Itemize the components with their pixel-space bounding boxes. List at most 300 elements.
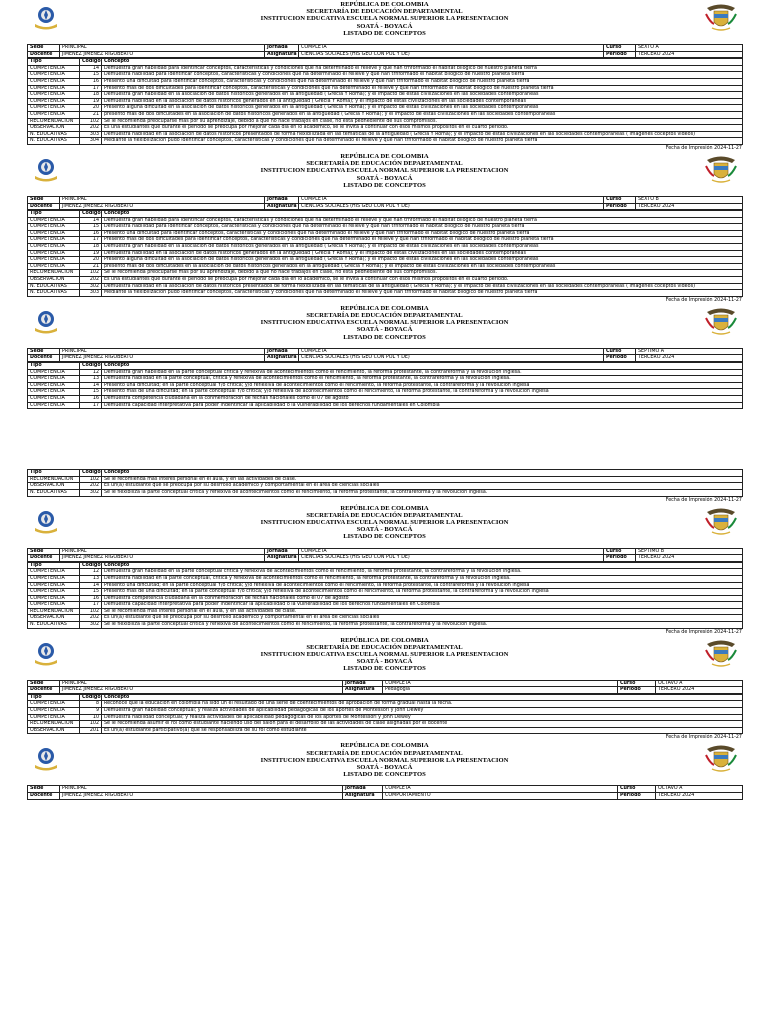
curso-value: SEXTO A: [636, 45, 743, 52]
row-codigo: 18: [80, 244, 102, 251]
row-codigo: 10: [80, 714, 102, 721]
header-line2: SECRETARÍA DE EDUCACIÓN DEPARTAMENTAL: [306, 8, 463, 16]
row-concepto: Demuestra habilidad en la asociacion de datos históricos generados en la antiguedad ( Grecia Y Roma); y el impacto de estas civilizaciones en las sociedades contemporáneas: [102, 98, 743, 105]
curso-label: Curso: [618, 680, 656, 687]
table-row: [28, 224, 743, 231]
asignatura-label: Asignatura: [265, 51, 299, 58]
row-concepto: Se le recomienda mas interes personal en el aula, y en las actividades de clase.: [102, 608, 743, 615]
row-tipo: N. EDUCATIVAS: [28, 622, 80, 629]
table-row: [28, 237, 743, 244]
periodo-label: Periodo: [618, 793, 656, 800]
codigo-header: Código: [80, 211, 102, 218]
asignatura-label: Asignatura: [343, 793, 383, 800]
row-tipo: N. EDUCATIVAS: [28, 489, 80, 496]
header-titles: [27, 741, 742, 778]
row-concepto: Demuestra habilidad en la parte conceptual, critica y reflexiva de acontecimientos como el rencimiento, la reforma protestante, la contrareforma y la revolución inglesa.: [102, 575, 743, 582]
asignatura-value: CIENCIAS SOCIALES (HIS GEO CON POL Y DE): [299, 555, 604, 562]
header-line2: SECRETARÍA DE EDUCACIÓN DEPARTAMENTAL: [306, 160, 463, 168]
concepts-table: [27, 694, 743, 735]
row-concepto: Demuestra gran habilidad en la parte conceptual critica y reflexiva de acontecimientos como el rencimiento, la reforma protestante, la contrareforma y la revolución inglesa.: [102, 569, 743, 576]
row-concepto: Presento mas de una dificultad; en la parte conceptual Y/o critica; y/o reflexiva de acontecimientos como el rencimiento, la reforma protestante, la contrareforma y la revolución inglesa: [102, 589, 743, 596]
row-tipo: N. EDUCATIVAS: [28, 138, 80, 145]
row-tipo: COMPETENCIA: [28, 708, 80, 715]
row-tipo: OBSERVACION: [28, 615, 80, 622]
sede-value: PRINCIPAL: [60, 548, 265, 555]
asignatura-value: COMPORTAMIENTO: [383, 793, 618, 800]
jornada-label: Jornada: [265, 196, 299, 203]
row-codigo: 302: [80, 489, 102, 496]
school-crest-icon: [31, 743, 61, 773]
curso-value: OCTAVO A: [656, 786, 743, 793]
concepts-header-row: [28, 562, 743, 569]
sede-value: PRINCIPAL: [60, 786, 343, 793]
table-row: [28, 118, 743, 125]
asignatura-label: Asignatura: [265, 555, 299, 562]
row-tipo: COMPETENCIA: [28, 92, 80, 99]
header-line5: LISTADO DE CONCEPTOS: [343, 29, 426, 37]
row-tipo: COMPETENCIA: [28, 217, 80, 224]
row-concepto: Presento mas de una dificultad; en la parte conceptual Y/o critica; y/o reflexiva de acontecimientos como el rencimiento, la reforma protestante, la contrareforma y la revolución inglesa: [102, 389, 743, 396]
sede-value: PRINCIPAL: [60, 45, 265, 52]
row-tipo: N. EDUCATIVAS: [28, 290, 80, 297]
row-codigo: 16: [80, 595, 102, 602]
concepts-header-row: [28, 211, 743, 218]
table-row: [28, 277, 743, 284]
row-codigo: 14: [80, 217, 102, 224]
table-row: [28, 595, 743, 602]
periodo-value: TERCERO 2024: [636, 203, 743, 210]
table-row: [28, 283, 743, 290]
row-concepto: Es una estudiantes que durante el periodo se preocupa por mejorar cada dia en lo academico, se le invita a continuar con esos mismos propósitos en el cuarto periodo.: [102, 125, 743, 132]
header-titles: [27, 304, 742, 341]
header-line2: SECRETARÍA DE EDUCACIÓN DEPARTAMENTAL: [306, 643, 463, 651]
report-header: [27, 741, 742, 785]
row-concepto: Demuestra habilidad en la asociacion de datos históricos presentados de forma flexibilizada en las tematicas de la antiguedad ( Grecia Y Roma); y el impacto de estas civilizaciones en las sociedades contemporáneas ( imagenes coceptos videos): [102, 283, 743, 290]
header-line4: SOATÁ - BOYACÁ: [356, 22, 413, 30]
docente-value: JIMENEZ JIMENEZ RIGOBERTO: [60, 203, 265, 210]
concepts-table: [27, 562, 743, 629]
row-tipo: COMPETENCIA: [28, 382, 80, 389]
school-crest-icon: [31, 506, 61, 536]
header-line1: REPÚBLICA DE COLOMBIA: [340, 742, 429, 750]
row-tipo: COMPETENCIA: [28, 85, 80, 92]
asignatura-value: CIENCIAS SOCIALES (HIS GEO CON POL Y DE): [299, 51, 604, 58]
periodo-label: Periodo: [604, 203, 636, 210]
row-codigo: 16: [80, 78, 102, 85]
header-line5: LISTADO DE CONCEPTOS: [343, 533, 426, 541]
asignatura-label: Asignatura: [265, 203, 299, 210]
table-row: [28, 708, 743, 715]
row-tipo: COMPETENCIA: [28, 389, 80, 396]
row-tipo: COMPETENCIA: [28, 257, 80, 264]
document-page: [27, 0, 742, 800]
info-table: [27, 44, 743, 58]
row-tipo: COMPETENCIA: [28, 575, 80, 582]
header-line4: SOATÁ - BOYACÁ: [356, 658, 413, 666]
docente-label: Docente: [28, 355, 60, 362]
row-tipo: RECOMENDACION: [28, 270, 80, 277]
row-tipo: COMPETENCIA: [28, 237, 80, 244]
row-concepto: presento mas de dos dificultades en la asociacion de datos históricos generados en la antiguedad ( Grecia Y Roma); y el impacto de estas civilizaciones en las sociedades contemporáneas: [102, 263, 743, 270]
row-concepto: Demuestra gran habilidad en la asociacion de datos históricos generados en la antiguedad ( Grecia Y Roma); y el impacto de estas civilizaciones en las sociedades contemporáneas: [102, 244, 743, 251]
jornada-value: COMPLETA: [299, 548, 604, 555]
curso-value: SEPTIMO B: [636, 548, 743, 555]
info-table: [27, 680, 743, 694]
curso-label: Curso: [604, 348, 636, 355]
table-row: [28, 230, 743, 237]
header-titles: [27, 0, 742, 37]
table-row: [28, 602, 743, 609]
table-row: [28, 615, 743, 622]
school-crest-icon: [31, 2, 61, 32]
row-concepto: Demuestra habilidad conceptual; y realiza actividades de aplicabilidad pedagógicas de los aportes de Montessori y John Dewey: [102, 714, 743, 721]
docente-label: Docente: [28, 203, 60, 210]
report-header: [27, 504, 742, 548]
sede-value: PRINCIPAL: [60, 348, 265, 355]
page-break-gap: [27, 409, 742, 469]
row-codigo: 20: [80, 105, 102, 112]
row-tipo: RECOMENDACION: [28, 476, 80, 483]
table-row: [28, 622, 743, 629]
table-row: [28, 721, 743, 728]
row-concepto: Demuestra gran habilidad en la parte conceptual critica y reflexiva de acontecimientos como el rencimiento, la reforma protestante, la contrareforma y la revolución inglesa.: [102, 369, 743, 376]
row-concepto: Presento alguna dificultad en la asociacion de datos históricos generados en la antiguedad ( Grecia Y Roma); y el impacto de estas civilizaciones en las sociedades contemporáneas: [102, 257, 743, 264]
header-line4: SOATÁ - BOYACÁ: [356, 526, 413, 534]
row-concepto: Reconoce que la educacion en colombia ha sido un el resultado de una serie de coentecimientos de aprobacion de forma gradual hasta la fecha.: [102, 701, 743, 708]
row-codigo: 202: [80, 483, 102, 490]
row-concepto: Se le recomienda mas interes personal en el aula, y en las actividades de clase.: [102, 476, 743, 483]
row-codigo: 202: [80, 125, 102, 132]
row-tipo: COMPETENCIA: [28, 263, 80, 270]
docente-value: JIMENEZ JIMENEZ RIGOBERTO: [60, 555, 265, 562]
table-row: [28, 72, 743, 79]
row-codigo: 17: [80, 602, 102, 609]
row-tipo: COMPETENCIA: [28, 595, 80, 602]
docente-label: Docente: [28, 51, 60, 58]
row-codigo: 20: [80, 257, 102, 264]
row-codigo: 14: [80, 582, 102, 589]
row-tipo: N. EDUCATIVAS: [28, 131, 80, 138]
table-row: [28, 382, 743, 389]
tipo-header: Tipo: [28, 211, 80, 218]
row-codigo: 18: [80, 92, 102, 99]
report-header: [27, 636, 742, 680]
row-tipo: COMPETENCIA: [28, 589, 80, 596]
row-concepto: Se le recomienda preocuparse mas por su aprendizaje, debido a que no hace trabajos en clase, no esta pednediente de sus compromisos.: [102, 270, 743, 277]
concepts-header-row: [28, 694, 743, 701]
row-codigo: 15: [80, 224, 102, 231]
concepto-header: Concepto: [102, 211, 743, 218]
header-line5: LISTADO DE CONCEPTOS: [343, 333, 426, 341]
print-date: Fecha de Impresión 2024-11-27: [665, 735, 742, 741]
row-codigo: 201: [80, 727, 102, 734]
row-concepto: Se le flexibiliza la parte conceptual critica y reflexiva de acontecimientos como el rencimiento, la reforma protestante, la contrareforma y la revolución inglesa.: [102, 489, 743, 496]
row-concepto: Se le flexibiliza la parte conceptual critica y reflexiva de acontecimientos como el rencimiento, la reforma protestante, la contrareforma y la revolución inglesa.: [102, 622, 743, 629]
codigo-header: Código: [80, 470, 102, 477]
jornada-value: COMPLETA: [299, 45, 604, 52]
header-line2: SECRETARÍA DE EDUCACIÓN DEPARTAMENTAL: [306, 312, 463, 320]
row-tipo: COMPETENCIA: [28, 230, 80, 237]
jornada-value: COMPLETA: [383, 786, 618, 793]
concepto-header: Concepto: [102, 363, 743, 370]
table-row: [28, 98, 743, 105]
report-header: [27, 0, 742, 44]
header-titles: [27, 504, 742, 541]
table-row: [28, 125, 743, 132]
row-tipo: COMPETENCIA: [28, 224, 80, 231]
row-tipo: COMPETENCIA: [28, 65, 80, 72]
row-codigo: 14: [80, 65, 102, 72]
header-line5: LISTADO DE CONCEPTOS: [343, 665, 426, 673]
jornada-label: Jornada: [265, 45, 299, 52]
sede-label: Sede: [28, 786, 60, 793]
colombia-coat-of-arms-icon: [704, 743, 738, 775]
row-codigo: 17: [80, 402, 102, 409]
docente-label: Docente: [28, 555, 60, 562]
row-codigo: 21: [80, 263, 102, 270]
asignatura-value: Pedagogia: [383, 687, 618, 694]
docente-value: JIMENEZ JIMENEZ RIGOBERTO: [60, 51, 265, 58]
header-titles: [27, 152, 742, 189]
header-line3: INSTITUCION EDUCATIVA ESCUELA NORMAL SUPERIOR LA PRESENTACION: [260, 167, 509, 175]
asignatura-value: CIENCIAS SOCIALES (HIS GEO CON POL Y DE): [299, 203, 604, 210]
sede-label: Sede: [28, 348, 60, 355]
header-line4: SOATÁ - BOYACÁ: [356, 326, 413, 334]
colombia-coat-of-arms-icon: [704, 154, 738, 186]
row-codigo: 302: [80, 283, 102, 290]
row-codigo: 16: [80, 395, 102, 402]
table-row: [28, 138, 743, 145]
header-line3: INSTITUCION EDUCATIVA ESCUELA NORMAL SUPERIOR LA PRESENTACION: [260, 756, 509, 764]
row-tipo: COMPETENCIA: [28, 402, 80, 409]
row-concepto: Demuestra habilidad en la parte conceptual, critica y reflexiva de acontecimientos como el rencimiento, la reforma protestante, la contrareforma y la revolución inglesa.: [102, 376, 743, 383]
table-row: [28, 389, 743, 396]
row-tipo: OBSERVACION: [28, 277, 80, 284]
row-codigo: 9: [80, 708, 102, 715]
row-concepto: Demuestra gran habilidad conceptual; y realiza actividades de aplicabilidad pedagógicas de los aportes de Montessori y John Dewey: [102, 708, 743, 715]
row-codigo: 302: [80, 622, 102, 629]
asignatura-label: Asignatura: [343, 687, 383, 694]
header-line3: INSTITUCION EDUCATIVA ESCUELA NORMAL SUPERIOR LA PRESENTACION: [260, 518, 509, 526]
tipo-header: Tipo: [28, 470, 80, 477]
docente-value: JIMENEZ JIMENEZ RIGOBERTO: [60, 687, 343, 694]
row-tipo: OBSERVACION: [28, 483, 80, 490]
concepts-table: [27, 362, 743, 409]
table-row: [28, 608, 743, 615]
header-line3: INSTITUCION EDUCATIVA ESCUELA NORMAL SUPERIOR LA PRESENTACION: [260, 15, 509, 23]
tipo-header: Tipo: [28, 694, 80, 701]
header-line3: INSTITUCION EDUCATIVA ESCUELA NORMAL SUPERIOR LA PRESENTACION: [260, 651, 509, 659]
jornada-value: COMPLETA: [299, 348, 604, 355]
row-concepto: Presento una dificultad para identificar conceptos, características y condiciones que ha determinado el relieve y que han trnformado el habitat bilogico de nuestro planeta tierra: [102, 78, 743, 85]
table-row: [28, 569, 743, 576]
row-tipo: COMPETENCIA: [28, 701, 80, 708]
curso-label: Curso: [618, 786, 656, 793]
row-codigo: 15: [80, 72, 102, 79]
periodo-value: TERCERO 2024: [656, 793, 743, 800]
tipo-header: Tipo: [28, 59, 80, 66]
jornada-value: COMPLETA: [299, 196, 604, 203]
periodo-value: TERCERO 2024: [656, 687, 743, 694]
codigo-header: Código: [80, 694, 102, 701]
print-date: Fecha de Impresión 2024-11-27: [665, 145, 742, 151]
info-table: [27, 548, 743, 562]
row-codigo: 15: [80, 389, 102, 396]
table-row: [28, 489, 743, 496]
curso-label: Curso: [604, 548, 636, 555]
row-concepto: Es un(a) estudiante que se preocupa por su desrrollo académico y comportamental en el área de ciencias sociales: [102, 483, 743, 490]
header-line1: REPÚBLICA DE COLOMBIA: [340, 504, 429, 512]
school-crest-icon: [31, 638, 61, 668]
print-date: Fecha de Impresión 2024-11-27: [665, 497, 742, 503]
row-tipo: OBSERVACION: [28, 727, 80, 734]
row-codigo: 19: [80, 250, 102, 257]
table-row: [28, 85, 743, 92]
row-codigo: 102: [80, 270, 102, 277]
periodo-value: TERCERO 2024: [636, 51, 743, 58]
table-row: [28, 111, 743, 118]
row-concepto: Demuestra capacidad interpretativa para poder indentificar la aplicabilidad o la vulnerabilidad de los derechos fundamentales en Colombia: [102, 402, 743, 409]
school-crest-icon: [31, 306, 61, 336]
row-concepto: Demuestra capacidad interpretativa para poder indentificar la aplicabilidad o la vulnerabilidad de los derechos fundamentales en Colombia: [102, 602, 743, 609]
header-line1: REPÚBLICA DE COLOMBIA: [340, 636, 429, 644]
concepts-header-row: [28, 59, 743, 66]
curso-value: SEXTO B: [636, 196, 743, 203]
periodo-label: Periodo: [604, 355, 636, 362]
row-codigo: 303: [80, 290, 102, 297]
table-row: [28, 701, 743, 708]
row-concepto: Mediante la flexibilizacion pudo identificar conceptos, características y condiciones que ha determinado el relieve y que han trnformado el habitat bilogico de nuestro planeta tierra: [102, 138, 743, 145]
colombia-coat-of-arms-icon: [704, 2, 738, 34]
row-concepto: Demuestra habilidad en la asociacion de datos históricos presentados de forma flexibilizada en las tematicas de la antiguedad ( Grecia Y Roma); y el impacto de estas civilizaciones en las sociedades contemporáneas ( imagenes coceptos videos): [102, 131, 743, 138]
row-codigo: 8: [80, 701, 102, 708]
jornada-label: Jornada: [343, 786, 383, 793]
row-codigo: 19: [80, 98, 102, 105]
table-row: [28, 270, 743, 277]
codigo-header: Código: [80, 562, 102, 569]
row-codigo: 15: [80, 589, 102, 596]
table-row: [28, 65, 743, 72]
print-date: Fecha de Impresión 2024-11-27: [665, 297, 742, 303]
jornada-label: Jornada: [265, 348, 299, 355]
row-concepto: Mediante la flexibilizacion pudo identificar conceptos, características y condiciones que ha determinado el relieve y que han trnformado el habitat bilogico de nuestro planeta tierra: [102, 290, 743, 297]
table-row: [28, 78, 743, 85]
concepts-table: [27, 210, 743, 297]
row-tipo: RECOMENDACION: [28, 721, 80, 728]
table-row: [28, 575, 743, 582]
jornada-label: Jornada: [343, 680, 383, 687]
row-concepto: Demuestra gran habilidad en la asociacion de datos históricos generados en la antiguedad ( Grecia Y Roma); y el impacto de estas civilizaciones en las sociedades contemporáneas: [102, 92, 743, 99]
codigo-header: Código: [80, 363, 102, 370]
header-line2: SECRETARÍA DE EDUCACIÓN DEPARTAMENTAL: [306, 511, 463, 519]
row-concepto: Se le recomienda asumir el rol como estudiante haciendo uso del salon para el desarrollo de las actividades de clase asignadas por el docente: [102, 721, 743, 728]
table-row: [28, 369, 743, 376]
row-codigo: 17: [80, 237, 102, 244]
report-header: [27, 152, 742, 196]
row-concepto: Presento una dificultad para identificar conceptos, características y condiciones que ha determinado el relieve y que han trnformado el habitat bilogico de nuestro planeta tierra: [102, 230, 743, 237]
row-codigo: 13: [80, 376, 102, 383]
row-tipo: COMPETENCIA: [28, 244, 80, 251]
header-line1: REPÚBLICA DE COLOMBIA: [340, 1, 429, 8]
row-concepto: Presento alguna dificultad en la asociacion de datos históricos generados en la antiguedad ( Grecia Y Roma); y el impacto de estas civilizaciones en las sociedades contemporáneas: [102, 105, 743, 112]
row-concepto: Es un(a) estudiante participativo(a) que se responsabiliza de su rol como estudiante: [102, 727, 743, 734]
row-concepto: Presento una dificultad; en la parte conceptual Y/o critica; y/o reflexiva de acontecimientos como el rencimiento, la reforma protestante, la contrareforma y la revolución inglesa: [102, 582, 743, 589]
row-concepto: Demuestra competencia ciudadana en la conmemoración de fechas nacionales como el 07 de agosto: [102, 395, 743, 402]
row-tipo: COMPETENCIA: [28, 105, 80, 112]
jornada-label: Jornada: [265, 548, 299, 555]
table-row: [28, 582, 743, 589]
row-codigo: 14: [80, 382, 102, 389]
colombia-coat-of-arms-icon: [704, 306, 738, 338]
table-row: [28, 250, 743, 257]
row-tipo: COMPETENCIA: [28, 111, 80, 118]
row-tipo: COMPETENCIA: [28, 78, 80, 85]
print-date: Fecha de Impresión 2024-11-27: [665, 629, 742, 635]
row-tipo: OBSERVACION: [28, 125, 80, 132]
report-header: [27, 304, 742, 348]
header-line5: LISTADO DE CONCEPTOS: [343, 181, 426, 189]
sede-label: Sede: [28, 548, 60, 555]
table-row: [28, 92, 743, 99]
table-row: [28, 263, 743, 270]
row-tipo: N. EDUCATIVAS: [28, 283, 80, 290]
row-tipo: COMPETENCIA: [28, 569, 80, 576]
header-line4: SOATÁ - BOYACÁ: [356, 764, 413, 772]
curso-value: OCTAVO A: [656, 680, 743, 687]
row-concepto: Es una estudiantes que durante el periodo se preocupa por mejorar cada dia en lo academico, se le invita a continuar con esos mismos propósitos en el cuarto periodo.: [102, 277, 743, 284]
row-tipo: RECOMENDACION: [28, 608, 80, 615]
sede-label: Sede: [28, 45, 60, 52]
row-concepto: Es un(a) estudiante que se preocupa por su desrrollo académico y comportamental en el área de ciencias sociales: [102, 615, 743, 622]
table-row: [28, 244, 743, 251]
periodo-label: Periodo: [604, 51, 636, 58]
header-line5: LISTADO DE CONCEPTOS: [343, 771, 426, 779]
row-codigo: 17: [80, 85, 102, 92]
row-tipo: COMPETENCIA: [28, 714, 80, 721]
asignatura-label: Asignatura: [265, 355, 299, 362]
concepts-header-row: [28, 470, 743, 477]
colombia-coat-of-arms-icon: [704, 506, 738, 538]
row-codigo: 202: [80, 277, 102, 284]
periodo-value: TERCERO 2024: [636, 355, 743, 362]
sede-label: Sede: [28, 196, 60, 203]
row-tipo: COMPETENCIA: [28, 98, 80, 105]
row-tipo: COMPETENCIA: [28, 369, 80, 376]
codigo-header: Código: [80, 59, 102, 66]
info-table: [27, 785, 743, 799]
row-concepto: Presento mas de dos dificultades para identificar conceptos, características y condiciones que ha determinado el relieve y que han trnformado el habitat bilogico de nuestro planeta tierra: [102, 85, 743, 92]
table-row: [28, 589, 743, 596]
sede-value: PRINCIPAL: [60, 680, 343, 687]
sede-value: PRINCIPAL: [60, 196, 265, 203]
row-concepto: presento mas de dos dificultades en la asociacion de datos históricos generados en la antiguedad ( Grecia Y Roma); y el impacto de estas civilizaciones en las sociedades contemporáneas: [102, 111, 743, 118]
row-concepto: Demuestra gran habilidad para identificar conceptos, características y condiciones que ha determinado el relieve y que han trnformado el habitat bilogico de nuestro planeta tierra: [102, 217, 743, 224]
concepto-header: Concepto: [102, 694, 743, 701]
periodo-label: Periodo: [604, 555, 636, 562]
row-codigo: 102: [80, 721, 102, 728]
row-concepto: Presento mas de dos dificultades para identificar conceptos, características y condiciones que ha determinado el relieve y que han trnformado el habitat bilogico de nuestro planeta tierra: [102, 237, 743, 244]
concepts-table: [27, 58, 743, 145]
row-concepto: Se le recomienda preocuparse mas por su aprendizaje, debido a que no hace trabajos en clase, no esta pednediente de sus compromisos.: [102, 118, 743, 125]
row-codigo: 13: [80, 575, 102, 582]
row-tipo: RECOMENDACION: [28, 118, 80, 125]
colombia-coat-of-arms-icon: [704, 638, 738, 670]
jornada-value: COMPLETA: [383, 680, 618, 687]
row-codigo: 102: [80, 118, 102, 125]
row-concepto: Demuestra habilidad para identificar conceptos, características y condiciones que ha determinado el relieve y que han trnformado el habitat bilogico de nuestro planeta tierra: [102, 224, 743, 231]
row-codigo: 12: [80, 569, 102, 576]
docente-label: Docente: [28, 687, 60, 694]
